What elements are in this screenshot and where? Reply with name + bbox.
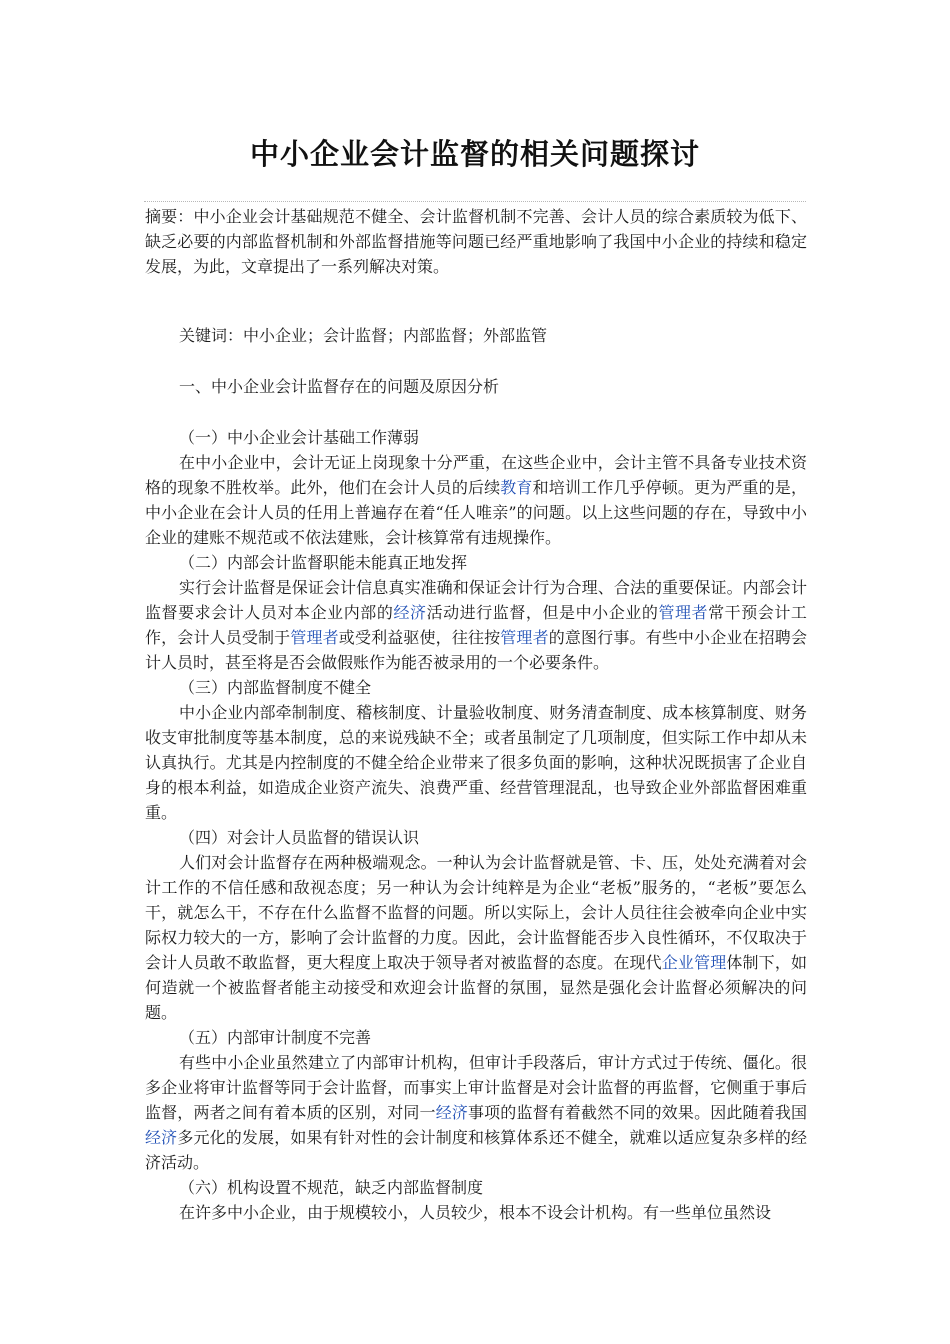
abstract: 摘要：中小企业会计基础规范不健全、会计监督机制不完善、会计人员的综合素质较为低下、缺乏必要的内部监督机制和外部监督措施等问题已经严重地影响了我国中小企业的持续和稳定发展，为此，文章提出了一系列解决对策。: [145, 207, 807, 276]
paragraph-text: 和培训工作几乎停顿。更为严重的是，中小企业在会计人员的任用上普遍存在着“任人唯亲”的问题。以上这些问题的存在，导致中小企业的建账不规范或不依法建账，会计核算常有违规操作。: [145, 478, 807, 547]
paragraph-4: [145, 850, 807, 1025]
paragraph-text: 常干预会计工作，会计人员受制于: [145, 603, 807, 647]
subsection-heading-5: （五）内部审计制度不完善: [179, 1028, 372, 1047]
paragraph-text: 有些中小企业虽然建立了内部审计机构，但审计手段落后，审计方式过于传统、僵化。很多企业将审计监督等同于会计监督，而事实上审计监督是对会计监督的再监督，它侧重于事后监督，两者之间有着本质的区别，对同一: [145, 1053, 807, 1122]
paragraph-1: [145, 450, 807, 550]
link-economy[interactable]: 经济: [145, 1128, 178, 1147]
link-manager[interactable]: 管理者: [658, 603, 709, 622]
subsection-heading-3: （三）内部监督制度不健全: [179, 678, 372, 697]
link-education[interactable]: 教育: [500, 478, 533, 497]
paragraph-3: 中小企业内部牵制制度、稽核制度、计量验收制度、财务清查制度、成本核算制度、财务收支审批制度等基本制度，总的来说残缺不全；或者虽制定了几项制度，但实际工作中却从未认真执行。尤其是内控制度的不健全给企业带来了很多负面的影响，这种状况既损害了企业自身的根本利益，如造成企业资产流失、浪费严重、经营管理混乱，也导致企业外部监督困难重重。: [145, 703, 807, 822]
paragraph-text: 或受利益驱使，往往按: [338, 628, 501, 647]
link-economy[interactable]: 经济: [435, 1103, 468, 1122]
paragraph-text: 多元化的发展，如果有针对性的会计制度和核算体系还不健全，就难以适应复杂多样的经济活动。: [145, 1128, 807, 1172]
paragraph-2: [145, 575, 807, 675]
subsection-heading-4: （四）对会计人员监督的错误认识: [179, 828, 420, 847]
paragraph-text: 体制下，如何造就一个被监督者能主动接受和欢迎会计监督的氛围，显然是强化会计监督必须解决的问题。: [145, 953, 807, 1022]
paragraph-text: 活动进行监督，但是中小企业的: [426, 603, 659, 622]
link-manager[interactable]: 管理者: [290, 628, 339, 647]
subsection-heading-2: （二）内部会计监督职能未能真正地发挥: [179, 553, 468, 572]
keywords: 关键词：中小企业；会计监督；内部监督；外部监管: [179, 326, 548, 345]
subsection-heading-6: （六）机构设置不规范，缺乏内部监督制度: [179, 1178, 484, 1197]
title-divider: [144, 201, 806, 202]
paragraph-6: 在许多中小企业，由于规模较小，人员较少，根本不设会计机构。有一些单位虽然设: [179, 1203, 772, 1222]
paragraph-text: 实行会计监督是保证会计信息真实准确和保证会计行为合理、合法的重要保证。内部会计监督要求会计人员对本企业内部的: [145, 578, 807, 622]
link-enterprise-management[interactable]: 企业管理: [661, 953, 727, 972]
link-manager[interactable]: 管理者: [500, 628, 549, 647]
subsection-heading-1: （一）中小企业会计基础工作薄弱: [179, 428, 420, 447]
paragraph-5: [145, 1050, 807, 1175]
article-body: [145, 204, 807, 1225]
paragraph-text: 事项的监督有着截然不同的效果。因此随着我国: [468, 1103, 807, 1122]
section-heading-1: 一、中小企业会计监督存在的问题及原因分析: [179, 377, 500, 396]
page-title: 中小企业会计监督的相关问题探讨: [249, 137, 700, 171]
link-economy[interactable]: 经济: [393, 603, 427, 622]
paragraph-text: 在中小企业中，会计无证上岗现象十分严重，在这些企业中，会计主管不具备专业技术资格的现象不胜枚举。此外，他们在会计人员的后续: [145, 453, 807, 497]
paragraph-text: 的意图行事。有些中小企业在招聘会计人员时，甚至将是否会做假账作为能否被录用的一个必要条件。: [145, 628, 807, 672]
paragraph-text: 人们对会计监督存在两种极端观念。一种认为会计监督就是管、卡、压，处处充满着对会计工作的不信任感和敌视态度；另一种认为会计纯粹是为企业“老板”服务的，“老板”要怎么干，就怎么干，不存在什么监督不监督的问题。所以实际上，会计人员往往会被牵向企业中实际权力较大的一方，影响了会计监督的力度。因此，会计监督能否步入良性循环，不仅取决于会计人员敢不敢监督，更大程度上取决于领导者对被监督的态度。在现代: [145, 853, 807, 972]
